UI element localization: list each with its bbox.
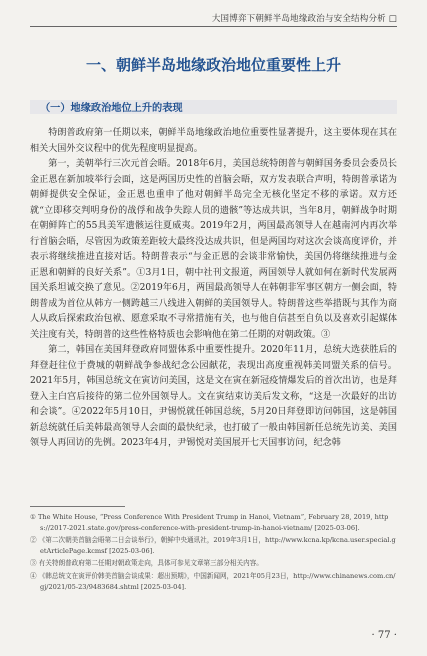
subsection-title: （一）地缘政治地位上升的表现 bbox=[40, 103, 183, 114]
footnote: ① The White House, “Press Conference With President Trump in Hanoi, Vietnam”, February 28, 2019, https://2017-2021.state.gov/press-conference-with-president-trump-in-hanoi-vietnam/ [2025-03-06]. bbox=[30, 513, 389, 532]
footnote-rule bbox=[30, 506, 125, 507]
footnotes bbox=[30, 512, 397, 594]
footnote: ② 《第二次朝美首脑会晤第二日会谈举行》，朝鲜中央通讯社，2019年3月1日，http://www.kcna.kp/kcna.user.special.getArticlePage.kcmsf [2025-03-06]. bbox=[30, 536, 396, 555]
paragraph: 第一，美朝举行三次元首会晤。2018年6月，美国总统特朗普与朝鲜国务委员会委员长金正恩在新加坡举行会面，这是两国历史性的首脑会晤，双方发表联合声明，特朗普承诺为朝鲜提供安全保证，金正恩也重申了他对朝鲜半岛完全无核化坚定不移的承诺。双方还就“立即移交判明身份的战俘和战争失踪人员的遗骸”等达成共识，当年8月，朝鲜战争时期在朝鲜阵亡的55具美军遗骸运往夏威夷。2019年2月，两国最高领导人在越南河内再次举行首脑会晤，尽管因为政策差距较大最终没达成共识，但是两国均对这次会谈高度评价，并表示将继续推进直接对话。特朗普表示“与金正恩的会谈非常愉快，美国仍将继续推进与金正恩和朝鲜的良好关系”。①3月1日，朝中社刊文报道，两国领导人就如何在新时代发展两国关系坦诚交换了意见。②2019年6月，两国最高领导人在韩朝非军事区朝方一侧会面，特朗普成为首位从韩方一侧跨越三八线进入朝鲜的美国领导人。特朗普这些举措既与其作为商人从政后探索政治包袱、愿意采取不寻常措施有关，也与他自信甚至自负以及喜欢引起媒体关注度有关，特朗普的这些性格特质也会影响他在第二任期的对朝政策。③ bbox=[30, 159, 397, 340]
body-text bbox=[30, 126, 397, 452]
page-number: · 77 · bbox=[371, 630, 397, 641]
running-head: 大国博弈下朝鲜半岛地缘政治与安全结构分析 □ bbox=[211, 14, 397, 24]
header-rule bbox=[30, 26, 397, 27]
paragraph: 第二，韩国在美国拜登政府同盟体系中重要性提升。2020年11月，总统大选获胜后的拜登赶往位于费城的朝鲜战争参战纪念公园献花，表现出高度重视韩美同盟关系的信号。2021年5月，韩国总统文在寅访问美国，这是文在寅在新冠疫情爆发后的首次出访，也是拜登入主白宫后接待的第二位外国领导人。文在寅结束访美后发文称，“这是一次最好的出访和会谈”。④2022年5月10日，尹锡悦就任韩国总统，5月20日拜登即访问韩国，这是韩国新总统就任后美韩最高领导人会面的最快纪录，也打破了一般由韩国新任总统先访美、美国领导人再回访的先例。2023年4月，尹锡悦对美国展开七天国事访问，纪念韩 bbox=[30, 345, 397, 448]
paragraph: 特朗普政府第一任期以来，朝鲜半岛地缘政治地位重要性显著提升，这主要体现在其在相关大国外交议程中的优先程度明显提高。 bbox=[30, 128, 397, 154]
footnote: ③ 有关特朗普政府第二任期对朝政策走向，具体可参见文章第三部分相关内容。 bbox=[30, 559, 263, 568]
footnote: ④ 《韩总统文在寅评价韩美首脑会谈成果：超出预期》，中国新闻网，2021年05月23日，http://www.chinanews.com.cn/gj/2021/05-23/9483684.shtml [2025-03-04]. bbox=[30, 571, 396, 591]
section-title: 一、朝鲜半岛地缘政治地位重要性上升 bbox=[85, 56, 341, 74]
